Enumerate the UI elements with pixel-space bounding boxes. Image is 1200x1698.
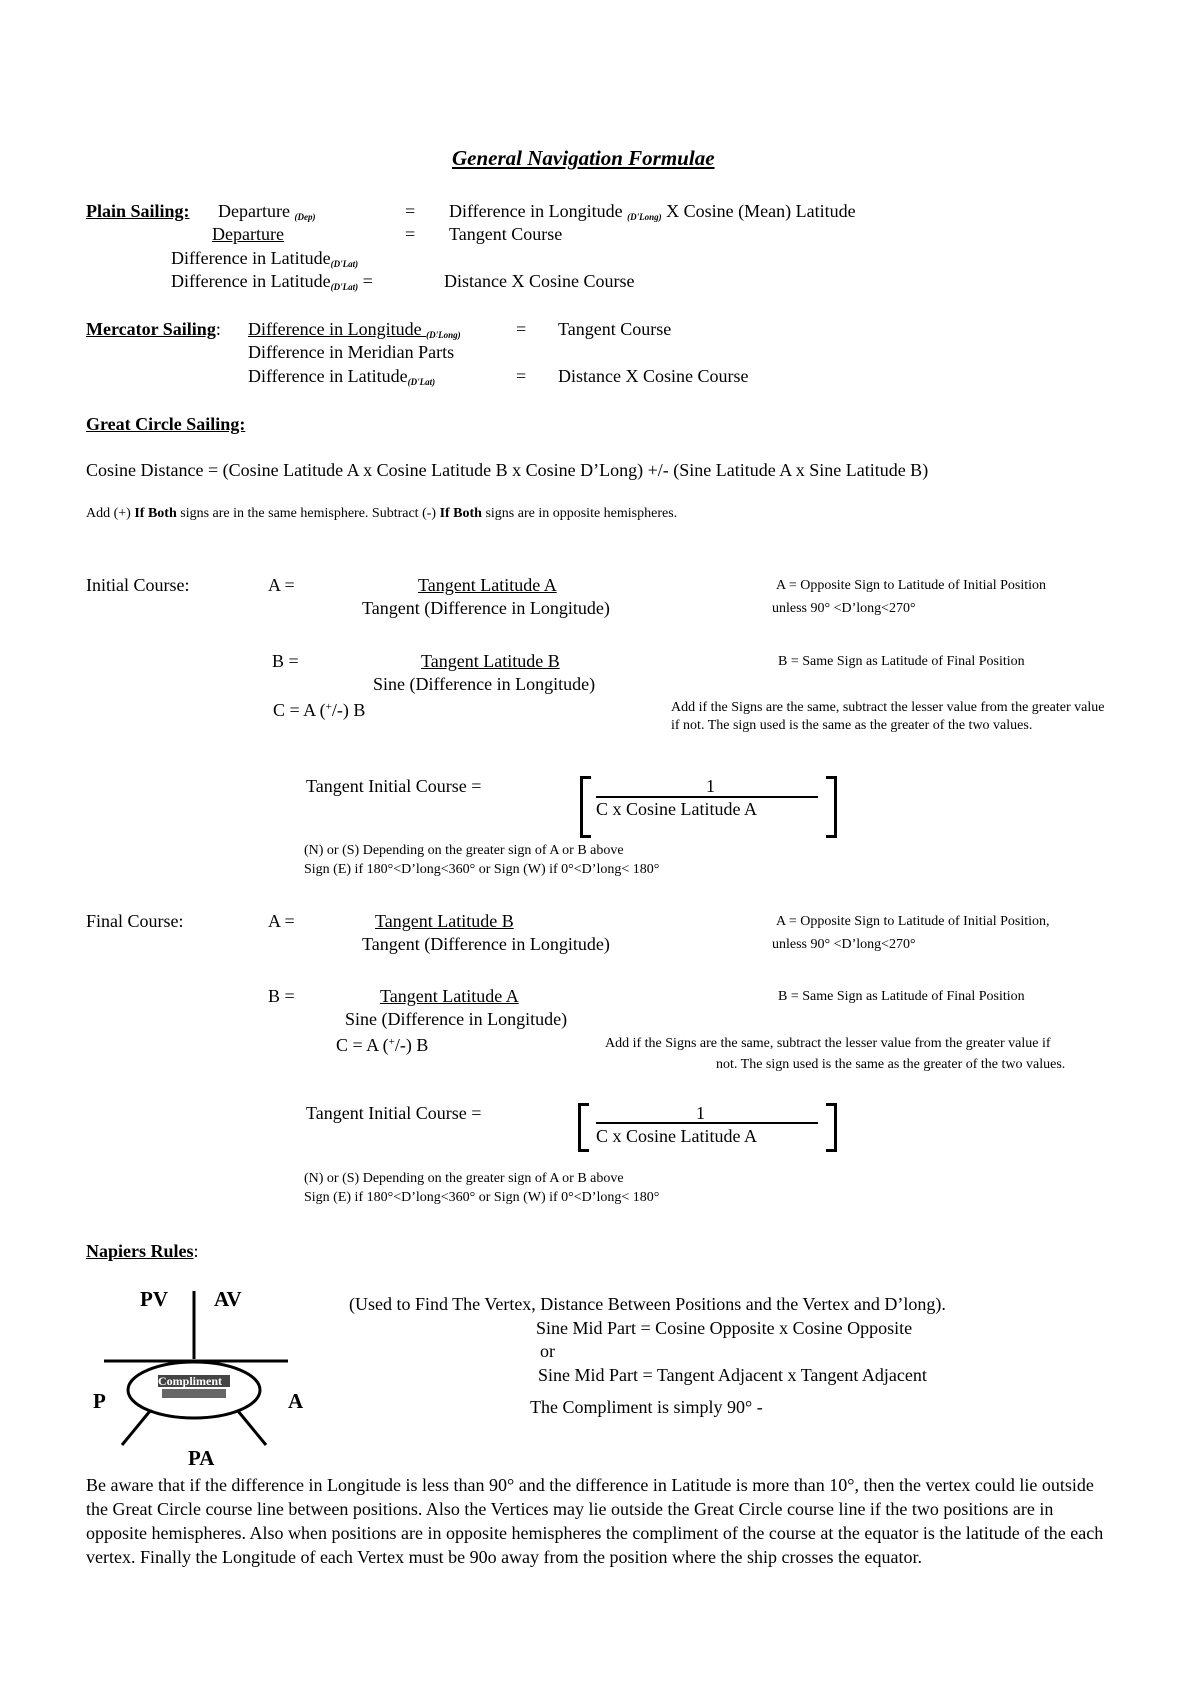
napier-av-label: AV bbox=[214, 1287, 242, 1311]
napier-compliment-note: The Compliment is simply 90° - bbox=[530, 1397, 763, 1417]
napier-rule-cosine: Sine Mid Part = Cosine Opposite x Cosine Opposite bbox=[536, 1318, 913, 1338]
cosine-distance-formula: Cosine Distance = (Cosine Latitude A x Cosine Latitude B x Cosine D’Long) +/- (Sine Latitude A x Sine Latitude B) bbox=[86, 460, 929, 480]
initial-tangent-label: Tangent Initial Course = bbox=[306, 776, 482, 796]
initial-a-denominator: Tangent (Difference in Longitude) bbox=[362, 598, 610, 618]
mercator-sailing-heading: Mercator Sailing: bbox=[86, 319, 221, 339]
mercator-distance-cosine: Distance X Cosine Course bbox=[558, 366, 749, 386]
great-circle-heading: Great Circle Sailing: bbox=[86, 414, 246, 434]
initial-b-note: B = Same Sign as Latitude of Final Position bbox=[778, 654, 1025, 669]
initial-b-equals: B = bbox=[272, 651, 299, 671]
departure-numerator: Departure bbox=[212, 224, 284, 244]
final-a-denominator: Tangent (Difference in Longitude) bbox=[362, 934, 610, 954]
vertex-warning-paragraph: Be aware that if the difference in Longitude is less than 90° and the difference in Latitude is more than 10°, then the vertex could lie outside the Great Circle course line between positions. Also the Vertices may lie outside the Great Circle course line if the two positions are in opposite hemispheres. Also when positions are in opposite hemispheres the compliment of the course at the equator is the latitude of the each vertex. Finally the Longitude of each Vertex must be 90o away from the position where the ship crosses the equator. bbox=[86, 1475, 1104, 1567]
mercator-dlat-term: Difference in Latitude$_{(D'Lat)}$ bbox=[248, 366, 436, 387]
plain-distance-cosine: Distance X Cosine Course bbox=[444, 271, 635, 291]
hemisphere-note: Add (+) If Both signs are in the same hemisphere. Subtract (-) If Both signs are in opposite hemispheres. bbox=[86, 506, 678, 521]
napier-compliment-label: Compliment bbox=[158, 1374, 222, 1388]
final-fraction-denominator: C x Cosine Latitude A bbox=[596, 1126, 757, 1146]
initial-ew-rule: Sign (E) if 180°<D’long<360° or Sign (W) if 0°<D’long< 180° bbox=[304, 862, 660, 877]
initial-a-equals: A = bbox=[268, 575, 295, 595]
initial-ns-rule: (N) or (S) Depending on the greater sign of A or B above bbox=[304, 843, 624, 858]
dlat-denominator: Difference in Latitude$_{(D'Lat)}$ bbox=[171, 248, 359, 269]
napier-circle-diagram bbox=[90, 1285, 300, 1460]
plain-dlong-formula: Difference in Longitude $_{(D'Long)}$ X Cosine (Mean) Latitude bbox=[449, 201, 856, 222]
mercator-dlong-numerator: Difference in Longitude $_{(D'Long)}$ bbox=[248, 319, 461, 340]
napier-usage-note: (Used to Find The Vertex, Distance Between Positions and the Vertex and D’long). bbox=[349, 1294, 946, 1314]
napiers-rules-heading: Napiers Rules: bbox=[86, 1241, 199, 1261]
final-ns-rule: (N) or (S) Depending on the greater sign of A or B above bbox=[304, 1171, 624, 1186]
plain-tangent-course: Tangent Course bbox=[449, 224, 563, 244]
equals-sign: = bbox=[516, 366, 527, 386]
napier-pv-label: PV bbox=[140, 1287, 168, 1311]
napier-rule-tangent: Sine Mid Part = Tangent Adjacent x Tangent Adjacent bbox=[538, 1365, 927, 1385]
initial-a-note-exception: unless 90° <D’long<270° bbox=[772, 601, 916, 616]
final-course-label: Final Course: bbox=[86, 911, 184, 931]
final-c-note-continued: not. The sign used is the same as the greater of the two values. bbox=[716, 1057, 1066, 1072]
final-ew-rule: Sign (E) if 180°<D’long<360° or Sign (W) if 0°<D’long< 180° bbox=[304, 1190, 660, 1205]
initial-course-label: Initial Course: bbox=[86, 575, 190, 595]
mercator-dmp-denominator: Difference in Meridian Parts bbox=[248, 342, 455, 362]
final-a-note-exception: unless 90° <D’long<270° bbox=[772, 937, 916, 952]
initial-fraction-denominator: C x Cosine Latitude A bbox=[596, 799, 757, 819]
equals-sign: = bbox=[405, 224, 416, 244]
initial-fraction-numerator: 1 bbox=[706, 776, 715, 796]
departure-term: Departure $_{(Dep)}$ bbox=[218, 201, 316, 222]
final-b-numerator: Tangent Latitude A bbox=[380, 986, 519, 1006]
napier-pa-label: PA bbox=[188, 1446, 215, 1470]
final-a-numerator: Tangent Latitude B bbox=[375, 911, 514, 931]
napier-p-label: P bbox=[93, 1389, 106, 1413]
napier-a-label: A bbox=[288, 1389, 304, 1413]
final-c-formula: C = A (+/-) B bbox=[336, 1035, 429, 1055]
final-tangent-label: Tangent Initial Course = bbox=[306, 1103, 482, 1123]
initial-c-note: Add if the Signs are the same, subtract the lesser value from the greater value if not. The sign used is the same as the greater of the two values. bbox=[671, 700, 1105, 733]
initial-b-denominator: Sine (Difference in Longitude) bbox=[373, 674, 596, 694]
final-a-note: A = Opposite Sign to Latitude of Initial Position, bbox=[776, 914, 1050, 929]
equals-sign: = bbox=[405, 201, 416, 221]
initial-b-numerator: Tangent Latitude B bbox=[421, 651, 560, 671]
final-a-equals: A = bbox=[268, 911, 295, 931]
plain-sailing-heading: Plain Sailing: bbox=[86, 201, 190, 221]
equals-sign: = bbox=[516, 319, 527, 339]
initial-a-note: A = Opposite Sign to Latitude of Initial Position bbox=[776, 578, 1046, 593]
final-b-equals: B = bbox=[268, 986, 295, 1006]
final-b-denominator: Sine (Difference in Longitude) bbox=[345, 1009, 568, 1029]
final-c-note: Add if the Signs are the same, subtract the lesser value from the greater value if bbox=[605, 1036, 1051, 1051]
page-title: General Navigation Formulae bbox=[452, 146, 715, 170]
initial-a-numerator: Tangent Latitude A bbox=[418, 575, 557, 595]
initial-c-formula: C = A (+/-) B bbox=[273, 700, 366, 720]
napier-or: or bbox=[540, 1341, 555, 1361]
dlat-term: Difference in Latitude$_{(D'Lat)}$ = bbox=[171, 271, 373, 292]
final-b-note: B = Same Sign as Latitude of Final Position bbox=[778, 989, 1025, 1004]
final-fraction-numerator: 1 bbox=[696, 1103, 705, 1123]
mercator-tangent-course: Tangent Course bbox=[558, 319, 672, 339]
